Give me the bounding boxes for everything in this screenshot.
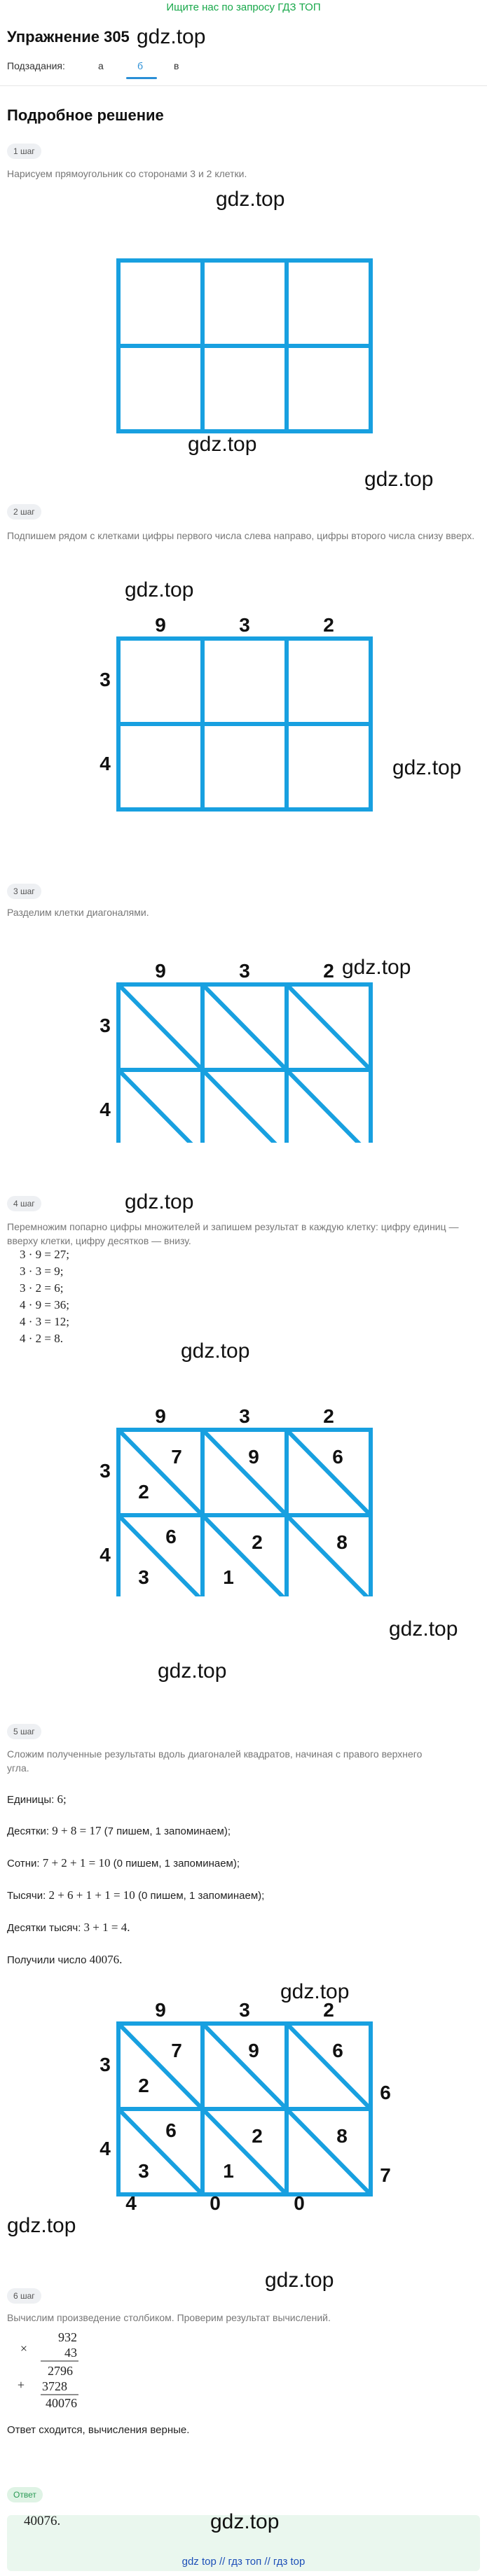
top-digit: 2	[323, 960, 334, 982]
product-line: 4 · 9 = 36;	[20, 1298, 69, 1311]
sum-line	[7, 1921, 130, 1935]
grid-step-2	[0, 609, 487, 819]
cell-units: 8	[336, 1531, 348, 1553]
cell-tens: 1	[223, 2160, 234, 2182]
product-line: 3 · 2 = 6;	[20, 1281, 64, 1295]
result-value: 40076.	[89, 1953, 123, 1966]
sum-label: Единицы:	[7, 1794, 55, 1806]
watermark: gdz.top	[280, 1980, 350, 2003]
watermark: gdz.top	[125, 1190, 194, 1213]
sum-expr: 3 + 1 = 4.	[83, 1921, 130, 1934]
top-digit: 2	[323, 1405, 334, 1427]
top-digit: 2	[323, 1999, 334, 2021]
watermark: gdz.top	[389, 1617, 458, 1641]
top-digit: 9	[155, 1405, 166, 1427]
watermark: gdz.top	[158, 1659, 227, 1683]
answer-badge: Ответ	[7, 2487, 43, 2502]
multiplier: 43	[64, 2346, 77, 2360]
cell-tens: 3	[138, 2160, 149, 2182]
cell-tens: 2	[138, 2075, 149, 2096]
subtasks-label: Подзадания:	[7, 60, 65, 71]
grid-step-5	[0, 1994, 487, 2211]
top-digit: 2	[323, 614, 334, 636]
search-banner[interactable]: Ищите нас по запросу ГДЗ ТОП	[166, 1, 321, 13]
result-line	[7, 1953, 122, 1967]
verdict: Ответ сходится, вычисления верные.	[7, 2424, 190, 2436]
step-badge-5: 5 шаг	[7, 1724, 41, 1739]
column-multiplication	[0, 2325, 140, 2423]
grid-step-4	[0, 1400, 487, 1596]
cell-units: 7	[171, 1446, 182, 1468]
sum-line	[7, 1824, 231, 1838]
product-line: 3 · 9 = 27;	[20, 1248, 69, 1261]
sum-label: Тысячи:	[7, 1890, 46, 1902]
left-digit: 4	[100, 2138, 111, 2159]
grid-step-1	[0, 252, 487, 448]
sum-line	[7, 1888, 264, 1902]
cell-units: 6	[165, 2119, 177, 2141]
step-badge-6: 6 шаг	[7, 2288, 41, 2304]
top-digit: 3	[239, 614, 250, 636]
active-subtask-indicator	[126, 77, 157, 79]
product-line: 4 · 3 = 12;	[20, 1315, 69, 1328]
top-digit: 9	[155, 614, 166, 636]
right-sum: 7	[380, 2164, 391, 2186]
step-text-3: Разделим клетки диагоналями.	[7, 907, 149, 918]
product-line: 4 · 2 = 8.	[20, 1332, 63, 1345]
sum-note: (0 пишем, 1 запоминаем);	[113, 1858, 240, 1870]
watermark: gdz.top	[188, 433, 257, 456]
watermark: gdz.top	[7, 2214, 76, 2237]
top-digit: 9	[155, 960, 166, 982]
column-result: 40076	[46, 2396, 77, 2410]
cell-units: 2	[252, 2125, 263, 2147]
sum-label: Сотни:	[7, 1858, 40, 1870]
cell-units: 7	[171, 2040, 182, 2061]
divider	[0, 85, 487, 86]
left-digit: 3	[100, 2054, 111, 2075]
cell-tens: 3	[138, 1566, 149, 1588]
cell-units: 8	[336, 2125, 348, 2147]
sum-label: Десятки:	[7, 1825, 50, 1837]
step-text-6: Вычислим произведение столбиком. Проверим результат вычислений.	[7, 2312, 331, 2323]
product-line: 3 · 3 = 9;	[20, 1265, 64, 1278]
watermark: gdz.top	[265, 2269, 334, 2292]
sum-label: Десятки тысяч:	[7, 1922, 81, 1934]
sum-expr: 6;	[57, 1792, 67, 1806]
left-digit: 4	[100, 1544, 111, 1566]
step-text-2: Подпишем рядом с клетками цифры первого числа слева направо, цифры второго числа снизу вверх.	[7, 530, 475, 541]
answer-value: 40076.	[24, 2514, 61, 2528]
watermark: gdz.top	[125, 578, 194, 601]
watermark: gdz.top	[181, 1339, 250, 1363]
bottom-sum: 0	[210, 2192, 221, 2211]
left-digit: 3	[100, 669, 111, 690]
sum-expr: 7 + 2 + 1 = 10	[42, 1856, 111, 1870]
plus-sign: +	[17, 2378, 25, 2392]
subtask-a[interactable]: а	[98, 60, 104, 71]
multiplicand: 932	[58, 2330, 77, 2344]
sum-note: (7 пишем, 1 запоминаем);	[104, 1825, 231, 1837]
sum-line	[7, 1856, 240, 1870]
left-digit: 3	[100, 1015, 111, 1036]
bottom-sum: 4	[125, 2192, 137, 2211]
cell-units: 6	[165, 1526, 177, 1547]
cell-tens: 2	[138, 1481, 149, 1503]
right-sum: 6	[380, 2082, 391, 2103]
step-text-4: Перемножим попарно цифры множителей и запишем результат в каждую клетку: цифру единиц — вверху клетки, цифру десятков — внизу.	[7, 1221, 459, 1246]
cell-units: 6	[332, 1446, 343, 1468]
left-digit: 4	[100, 1099, 111, 1120]
times-sign: ×	[20, 2341, 28, 2355]
bottom-sum: 0	[294, 2192, 305, 2211]
top-digit: 9	[155, 1999, 166, 2021]
step-text-5: Сложим полученные результаты вдоль диагоналей квадратов, начиная с правого верхнего угла.	[7, 1748, 423, 1774]
step-badge-1: 1 шаг	[7, 144, 41, 159]
watermark: gdz.top	[342, 956, 411, 979]
top-digit: 3	[239, 1999, 250, 2021]
step-badge-2: 2 шаг	[7, 504, 41, 520]
cell-units: 9	[248, 1446, 259, 1468]
subtask-b[interactable]: б	[137, 60, 144, 71]
watermark: gdz.top	[210, 2510, 280, 2533]
cell-units: 2	[252, 1531, 263, 1553]
sum-expr: 2 + 6 + 1 + 1 = 10	[48, 1888, 135, 1902]
cell-tens: 1	[223, 1566, 234, 1588]
sum-line	[7, 1792, 67, 1806]
sum-note: (0 пишем, 1 запоминаем);	[137, 1890, 265, 1902]
step-badge-4: 4 шаг	[7, 1196, 41, 1211]
watermark: gdz.top	[216, 188, 285, 211]
sum-expr: 9 + 8 = 17	[52, 1824, 102, 1837]
subtask-v[interactable]: в	[174, 60, 179, 71]
watermark: gdz.top	[364, 468, 434, 491]
step-text-1: Нарисуем прямоугольник со сторонами 3 и 2 клетки.	[7, 168, 247, 179]
partial-product-1: 2796	[48, 2364, 73, 2378]
partial-product-2: 3728	[42, 2379, 67, 2393]
cell-units: 9	[248, 2040, 259, 2061]
step-badge-3: 3 шаг	[7, 884, 41, 899]
cell-units: 6	[332, 2040, 343, 2061]
page-title: Упражнение 305	[7, 28, 130, 46]
top-digit: 3	[239, 960, 250, 982]
top-digit: 3	[239, 1405, 250, 1427]
result-label: Получили число	[7, 1954, 87, 1966]
footer-links[interactable]: gdz top // гдз топ // гдз top	[181, 2556, 306, 2568]
section-title: Подробное решение	[7, 106, 164, 124]
left-digit: 4	[100, 753, 111, 774]
watermark: gdz.top	[392, 756, 462, 779]
watermark: gdz.top	[137, 25, 206, 48]
left-digit: 3	[100, 1460, 111, 1482]
grid-step-3	[0, 926, 487, 1143]
